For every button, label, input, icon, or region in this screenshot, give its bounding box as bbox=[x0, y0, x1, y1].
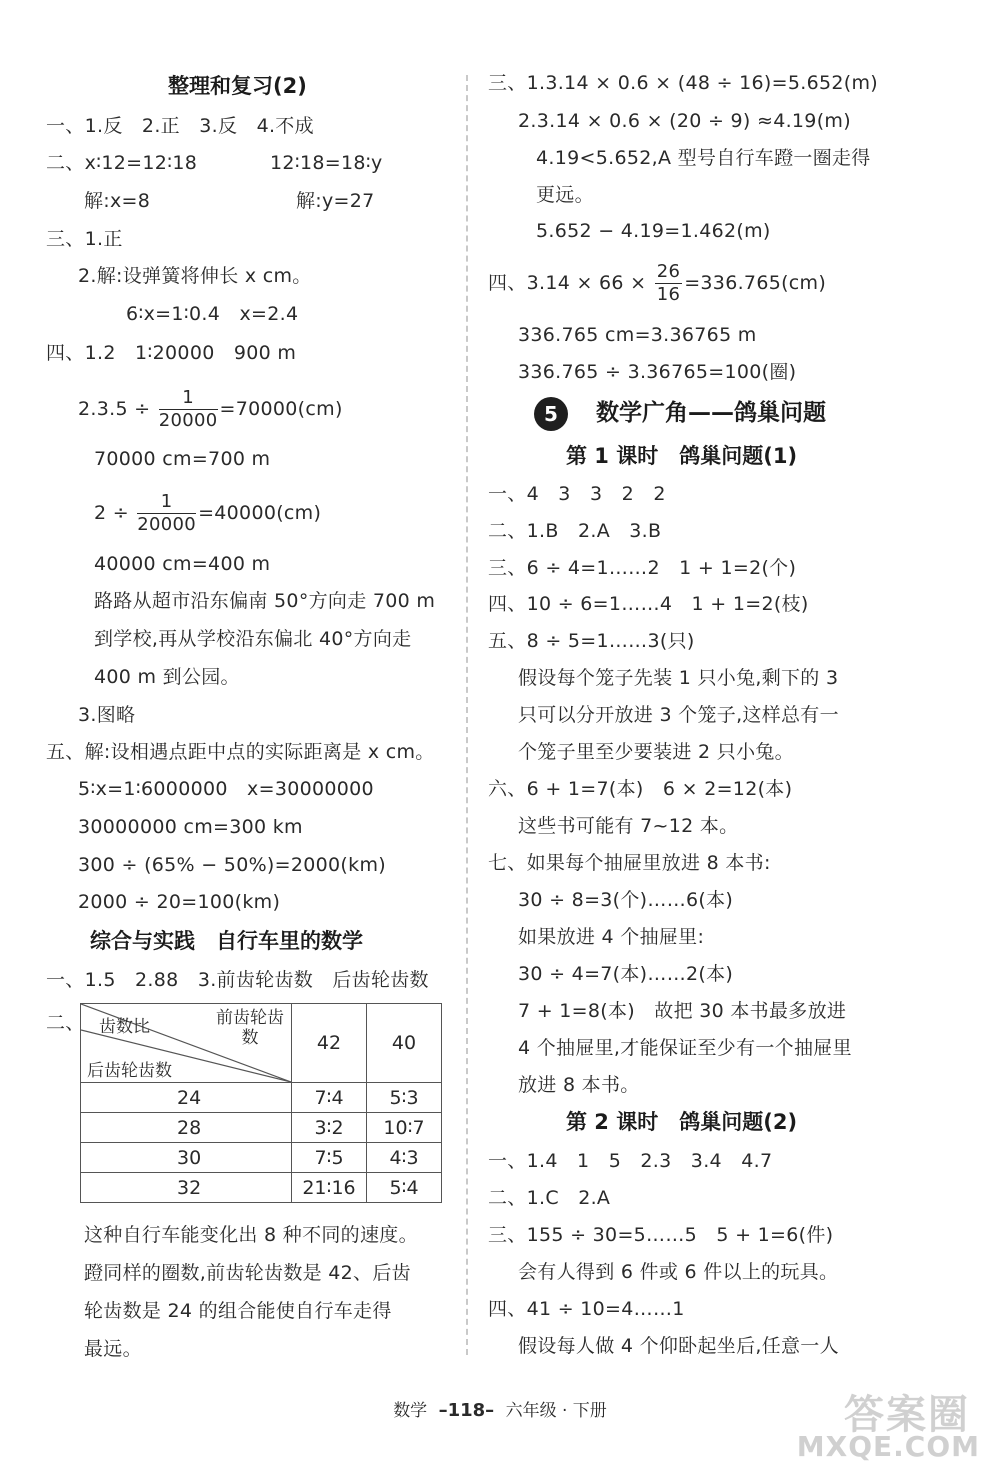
table-header-row bbox=[81, 1004, 442, 1083]
table-row bbox=[81, 1083, 442, 1113]
lesson-title: 第 1 课时 鸽巢问题(1) bbox=[566, 444, 798, 468]
answer-line: 这些书可能有 7~12 本。 bbox=[518, 815, 739, 837]
answer-line: 300 ÷ (65% − 50%)=2000(km) bbox=[78, 854, 386, 876]
answer-line: 400 m 到公园。 bbox=[94, 666, 240, 688]
answer-line: 30000000 cm=300 km bbox=[78, 816, 303, 838]
page-number: –118– bbox=[438, 1400, 495, 1421]
gear-ratio-table bbox=[80, 1003, 442, 1203]
watermark-text: 答案圈 bbox=[844, 1392, 970, 1438]
answer-line: 一、1.5 2.88 3.前齿轮齿数 后齿轮齿数 bbox=[46, 969, 429, 991]
unit-number-badge: 5 bbox=[534, 397, 568, 431]
answer-line: 336.765 cm=3.36765 m bbox=[518, 324, 757, 346]
expr-suffix: =336.765(cm) bbox=[684, 272, 827, 294]
expr-prefix: 四、3.14 × 66 × bbox=[488, 272, 647, 294]
table-cell: 10∶7 bbox=[367, 1113, 442, 1143]
fraction bbox=[159, 387, 218, 432]
table-cell: 32 bbox=[81, 1173, 292, 1203]
answer-line: 三、155 ÷ 30=5……5 5 + 1=6(件) bbox=[488, 1224, 834, 1246]
answer-line: 4.19<5.652,A 型号自行车蹬一圈走得 bbox=[536, 147, 871, 169]
answer-line: 三、1.正 bbox=[46, 228, 123, 250]
answer-line: 4 个抽屉里,才能保证至少有一个抽屉里 bbox=[518, 1037, 852, 1059]
fraction-denominator: 20000 bbox=[137, 514, 197, 535]
table-cell: 4∶3 bbox=[367, 1143, 442, 1173]
answer-line: 6∶x=1∶0.4 x=2.4 bbox=[126, 303, 299, 325]
answer-line: 2000 ÷ 20=100(km) bbox=[78, 891, 281, 913]
table-cell: 5∶3 bbox=[367, 1083, 442, 1113]
table-cell: 7∶5 bbox=[292, 1143, 367, 1173]
footer-grade: 六年级 · 下册 bbox=[505, 1401, 607, 1421]
diagonal-header-cell bbox=[81, 1004, 292, 1083]
fraction bbox=[655, 261, 683, 306]
answer-line: 七、如果每个抽屉里放进 8 本书: bbox=[488, 852, 771, 874]
expr-prefix: 2 ÷ bbox=[94, 502, 129, 524]
answer-line: 只可以分开放进 3 个笼子,这样总有一 bbox=[518, 704, 839, 726]
column-divider bbox=[466, 75, 468, 1355]
header-front-label: 前齿轮齿数 bbox=[216, 1008, 284, 1048]
expr-prefix: 2.3.5 ÷ bbox=[78, 398, 151, 420]
table-row bbox=[81, 1143, 442, 1173]
fraction-denominator: 16 bbox=[656, 284, 681, 305]
answer-line: 假设每人做 4 个仰卧起坐后,任意一人 bbox=[518, 1335, 839, 1357]
answer-line: 二、1.B 2.A 3.B bbox=[488, 520, 662, 542]
fraction-numerator: 1 bbox=[137, 491, 196, 514]
answer-line: 更远。 bbox=[536, 184, 594, 206]
answer-line: 假设每个笼子先装 1 只小兔,剩下的 3 bbox=[518, 667, 839, 689]
fraction-denominator: 20000 bbox=[158, 410, 218, 431]
answer-line: 30 ÷ 4=7(本)……2(本) bbox=[518, 963, 734, 985]
unit-title: 数学广角——鸽巢问题 bbox=[596, 400, 826, 426]
header-ratio-label: 齿数比 bbox=[99, 1017, 150, 1037]
column-header: 42 bbox=[292, 1004, 367, 1083]
table-cell: 30 bbox=[81, 1143, 292, 1173]
table-row bbox=[81, 1173, 442, 1203]
answer-line: 7 + 1=8(本) 故把 30 本书最多放进 bbox=[518, 1000, 847, 1022]
footer-subject: 数学 bbox=[393, 1401, 428, 1421]
answer-line: 解:x=8 bbox=[84, 190, 151, 212]
section-title-practice: 综合与实践 自行车里的数学 bbox=[90, 929, 363, 953]
answer-line: 蹬同样的圈数,前齿轮齿数是 42、后齿 bbox=[84, 1262, 411, 1284]
answer-line: 到学校,再从学校沿东偏北 40°方向走 bbox=[94, 628, 412, 650]
answer-line: 12∶18=18∶y bbox=[270, 152, 383, 174]
fraction bbox=[137, 491, 196, 536]
header-rear-label: 后齿轮齿数 bbox=[87, 1061, 172, 1081]
answer-line: 四、10 ÷ 6=1……4 1 + 1=2(枝) bbox=[488, 593, 809, 615]
answer-line: 如果放进 4 个抽屉里: bbox=[518, 926, 705, 948]
answer-line: 四、41 ÷ 10=4……1 bbox=[488, 1298, 685, 1320]
answer-line: 一、1.反 2.正 3.反 4.不成 bbox=[46, 115, 314, 137]
table-cell: 7∶4 bbox=[292, 1083, 367, 1113]
answer-line-fraction bbox=[94, 486, 321, 540]
answer-line: 40000 cm=400 m bbox=[94, 553, 271, 575]
answer-line: 336.765 ÷ 3.36765=100(圈) bbox=[518, 361, 797, 383]
answer-line: 六、6 + 1=7(本) 6 × 2=12(本) bbox=[488, 778, 793, 800]
answer-line: 轮齿数是 24 的组合能使自行车走得 bbox=[84, 1300, 392, 1322]
watermark-logo bbox=[796, 1383, 980, 1463]
answer-line: 5.652 − 4.19=1.462(m) bbox=[536, 220, 771, 242]
table-cell: 28 bbox=[81, 1113, 292, 1143]
answer-line: 四、1.2 1∶20000 900 m bbox=[46, 342, 297, 364]
answer-line: 一、1.4 1 5 2.3 3.4 4.7 bbox=[488, 1150, 773, 1172]
answer-line: 70000 cm=700 m bbox=[94, 448, 271, 470]
answer-line: 30 ÷ 8=3(个)……6(本) bbox=[518, 889, 734, 911]
expr-suffix: =40000(cm) bbox=[198, 502, 322, 524]
fraction-numerator: 1 bbox=[159, 387, 218, 410]
answer-line: 2.解:设弹簧将伸长 x cm。 bbox=[78, 265, 312, 287]
table-row bbox=[81, 1113, 442, 1143]
expr-suffix: =70000(cm) bbox=[219, 398, 343, 420]
section-title-review: 整理和复习(2) bbox=[168, 74, 307, 98]
answer-line: 会有人得到 6 件或 6 件以上的玩具。 bbox=[518, 1261, 839, 1283]
answer-line: 三、1.3.14 × 0.6 × (48 ÷ 16)=5.652(m) bbox=[488, 72, 878, 94]
answer-line: 2.3.14 × 0.6 × (20 ÷ 9) ≈4.19(m) bbox=[518, 110, 851, 132]
answer-line: 路路从超市沿东偏南 50°方向走 700 m bbox=[94, 590, 436, 612]
watermark-url: MXQE.COM bbox=[796, 1430, 980, 1463]
lesson-title: 第 2 课时 鸽巢问题(2) bbox=[566, 1110, 798, 1134]
answer-line: 3.图略 bbox=[78, 704, 136, 726]
table-cell: 21∶16 bbox=[292, 1173, 367, 1203]
answer-line-fraction bbox=[488, 256, 826, 310]
answer-line: 五、解:设相遇点距中点的实际距离是 x cm。 bbox=[46, 741, 435, 763]
answer-line: 个笼子里至少要装进 2 只小兔。 bbox=[518, 741, 794, 763]
answer-line: 二、x∶12=12∶18 bbox=[46, 152, 198, 174]
table-cell: 3∶2 bbox=[292, 1113, 367, 1143]
answer-line: 一、4 3 3 2 2 bbox=[488, 483, 666, 505]
answer-line: 这种自行车能变化出 8 种不同的速度。 bbox=[84, 1224, 418, 1246]
answer-line: 放进 8 本书。 bbox=[518, 1074, 640, 1096]
answer-line: 五、8 ÷ 5=1……3(只) bbox=[488, 630, 695, 652]
table-cell: 24 bbox=[81, 1083, 292, 1113]
table-cell: 5∶4 bbox=[367, 1173, 442, 1203]
fraction-numerator: 26 bbox=[656, 261, 681, 282]
answer-line: 解:y=27 bbox=[296, 190, 375, 212]
answer-line: 最远。 bbox=[84, 1338, 142, 1360]
answer-line: 三、6 ÷ 4=1……2 1 + 1=2(个) bbox=[488, 557, 797, 579]
answer-line: 二、 bbox=[46, 1012, 85, 1034]
answer-line: 5∶x=1∶6000000 x=30000000 bbox=[78, 778, 374, 800]
answer-line: 二、1.C 2.A bbox=[488, 1187, 611, 1209]
answer-line-fraction bbox=[78, 382, 343, 436]
column-header: 40 bbox=[367, 1004, 442, 1083]
